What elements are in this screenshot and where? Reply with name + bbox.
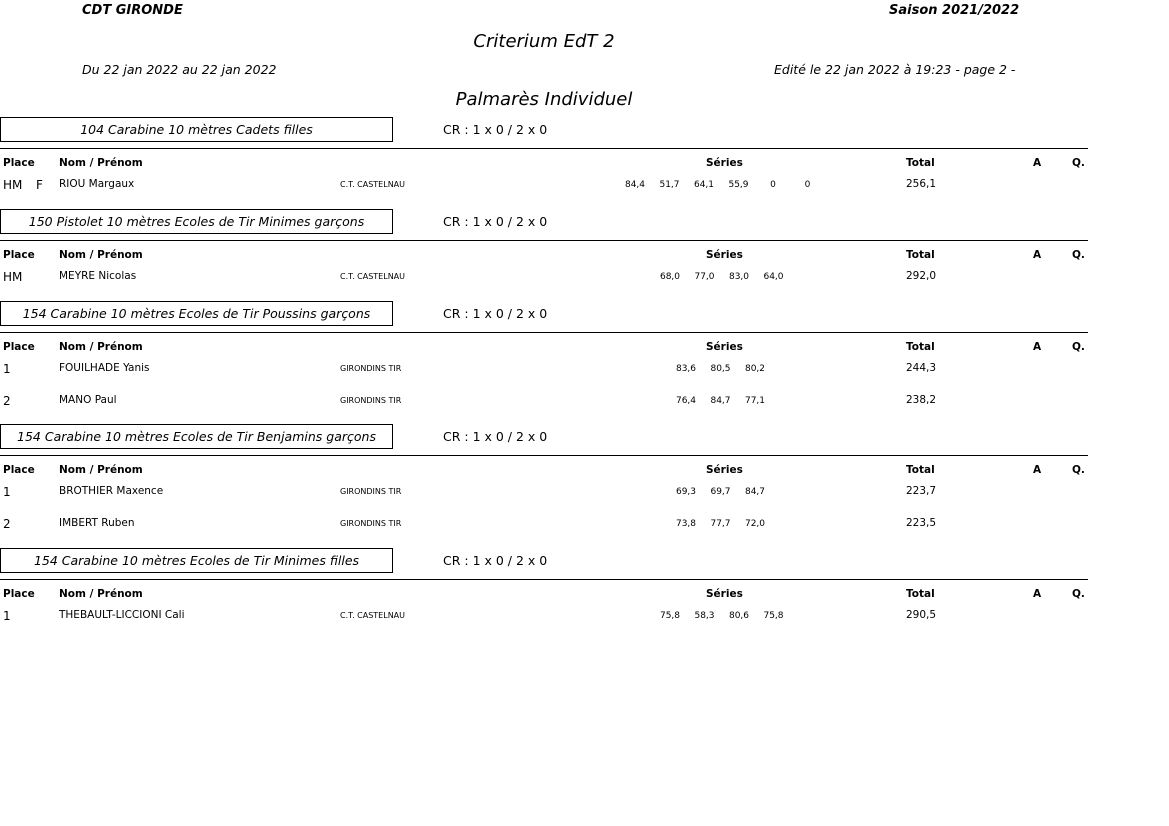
total-score: 223,5 bbox=[906, 517, 937, 529]
series-score: 55,9 bbox=[728, 180, 749, 190]
club-name: GIRONDINS TIR bbox=[340, 396, 402, 405]
result-section bbox=[0, 548, 1088, 658]
page-subtitle: Palmarès Individuel bbox=[455, 89, 633, 110]
section-divider bbox=[0, 579, 1088, 580]
place-value: 1 bbox=[3, 362, 11, 376]
series-score: 80,2 bbox=[744, 364, 766, 374]
column-header-q: Q. bbox=[1072, 249, 1085, 261]
series-score: 58,3 bbox=[694, 611, 715, 621]
series-scores bbox=[673, 487, 777, 497]
column-header-series: Séries bbox=[706, 341, 743, 353]
total-score: 290,5 bbox=[906, 609, 937, 621]
column-header-q: Q. bbox=[1072, 464, 1085, 476]
club-name: C.T. CASTELNAU bbox=[340, 180, 405, 189]
gender-value: F bbox=[36, 178, 43, 192]
column-header-q: Q. bbox=[1072, 157, 1085, 169]
series-score: 75,8 bbox=[763, 611, 784, 621]
column-header-series: Séries bbox=[706, 249, 743, 261]
series-score: 0 bbox=[770, 180, 776, 190]
column-header-total: Total bbox=[906, 249, 935, 261]
result-section bbox=[0, 301, 1088, 411]
section-divider bbox=[0, 240, 1088, 241]
series-score: 69,7 bbox=[710, 487, 731, 497]
total-score: 223,7 bbox=[906, 485, 937, 497]
category-title: 150 Pistolet 10 mètres Ecoles de Tir Minimes garçons bbox=[0, 209, 393, 234]
series-score: 84,7 bbox=[744, 487, 766, 497]
shooter-name: BROTHIER Maxence bbox=[59, 485, 164, 497]
season-label: Saison 2021/2022 bbox=[889, 3, 1020, 18]
total-score: 238,2 bbox=[906, 394, 937, 406]
series-score: 73,8 bbox=[675, 519, 697, 529]
place-value: 2 bbox=[3, 517, 11, 531]
series-score: 0 bbox=[804, 180, 811, 190]
result-row bbox=[0, 177, 1088, 197]
series-score: 83,6 bbox=[675, 364, 697, 374]
series-score: 84,4 bbox=[624, 180, 646, 190]
total-score: 244,3 bbox=[906, 362, 937, 374]
club-name: GIRONDINS TIR bbox=[340, 364, 402, 373]
series-score: 64,1 bbox=[693, 180, 715, 190]
series-score: 69,3 bbox=[675, 487, 697, 497]
series-scores bbox=[657, 611, 795, 621]
series-score: 51,7 bbox=[659, 180, 680, 190]
series-score: 80,6 bbox=[728, 611, 750, 621]
cr-rule: CR : 1 x 0 / 2 x 0 bbox=[443, 214, 548, 229]
cr-rule: CR : 1 x 0 / 2 x 0 bbox=[443, 553, 548, 568]
page-title: Criterium EdT 2 bbox=[473, 31, 615, 52]
column-header-a: A bbox=[1033, 588, 1042, 600]
cr-rule: CR : 1 x 0 / 2 x 0 bbox=[443, 429, 548, 444]
series-score: 77,1 bbox=[744, 396, 766, 406]
column-header-a: A bbox=[1033, 249, 1042, 261]
edition-info: Edité le 22 jan 2022 à 19:23 - page 2 - bbox=[774, 62, 1016, 77]
total-score: 256,1 bbox=[906, 178, 937, 190]
section-divider bbox=[0, 148, 1088, 149]
column-header-total: Total bbox=[906, 464, 935, 476]
date-range: Du 22 jan 2022 au 22 jan 2022 bbox=[82, 62, 277, 77]
shooter-name: MANO Paul bbox=[59, 394, 117, 406]
series-score: 84,7 bbox=[710, 396, 731, 406]
column-header-place: Place bbox=[3, 249, 35, 261]
column-header-total: Total bbox=[906, 341, 935, 353]
column-header-series: Séries bbox=[706, 464, 743, 476]
shooter-name: MEYRE Nicolas bbox=[59, 270, 137, 282]
column-header-name: Nom / Prénom bbox=[59, 464, 143, 476]
series-scores bbox=[673, 396, 777, 406]
series-scores bbox=[657, 272, 795, 282]
column-header-name: Nom / Prénom bbox=[59, 588, 143, 600]
series-score: 77,0 bbox=[694, 272, 715, 282]
category-title: 154 Carabine 10 mètres Ecoles de Tir Minimes filles bbox=[0, 548, 393, 573]
column-header-name: Nom / Prénom bbox=[59, 249, 143, 261]
column-header-q: Q. bbox=[1072, 341, 1085, 353]
shooter-name: IMBERT Ruben bbox=[59, 517, 135, 529]
series-score: 80,5 bbox=[710, 364, 731, 374]
result-row bbox=[0, 361, 1088, 381]
section-divider bbox=[0, 455, 1088, 456]
shooter-name: THEBAULT-LICCIONI Cali bbox=[59, 609, 185, 621]
result-row bbox=[0, 484, 1088, 504]
series-scores bbox=[673, 519, 777, 529]
club-name: GIRONDINS TIR bbox=[340, 519, 402, 528]
column-header-a: A bbox=[1033, 157, 1042, 169]
place-value: HM bbox=[3, 270, 23, 284]
organization-name: CDT GIRONDE bbox=[82, 3, 183, 18]
column-header-total: Total bbox=[906, 588, 935, 600]
category-title: 104 Carabine 10 mètres Cadets filles bbox=[0, 117, 393, 142]
series-scores bbox=[622, 180, 829, 190]
column-header-q: Q. bbox=[1072, 588, 1085, 600]
club-name: C.T. CASTELNAU bbox=[340, 272, 405, 281]
place-value: HM bbox=[3, 178, 23, 192]
result-row bbox=[0, 393, 1088, 413]
column-header-place: Place bbox=[3, 341, 35, 353]
series-score: 68,0 bbox=[659, 272, 681, 282]
series-score: 83,0 bbox=[728, 272, 750, 282]
result-section bbox=[0, 424, 1088, 534]
column-header-total: Total bbox=[906, 157, 935, 169]
cr-rule: CR : 1 x 0 / 2 x 0 bbox=[443, 122, 548, 137]
result-row bbox=[0, 516, 1088, 536]
column-header-name: Nom / Prénom bbox=[59, 341, 143, 353]
place-value: 2 bbox=[3, 394, 11, 408]
column-header-a: A bbox=[1033, 464, 1042, 476]
club-name: GIRONDINS TIR bbox=[340, 487, 402, 496]
cr-rule: CR : 1 x 0 / 2 x 0 bbox=[443, 306, 548, 321]
result-row bbox=[0, 608, 1088, 628]
column-header-place: Place bbox=[3, 588, 35, 600]
series-score: 64,0 bbox=[763, 272, 784, 282]
series-score: 77,7 bbox=[710, 519, 731, 529]
club-name: C.T. CASTELNAU bbox=[340, 611, 405, 620]
column-header-a: A bbox=[1033, 341, 1042, 353]
series-score: 75,8 bbox=[659, 611, 681, 621]
column-header-series: Séries bbox=[706, 157, 743, 169]
section-divider bbox=[0, 332, 1088, 333]
series-score: 72,0 bbox=[744, 519, 766, 529]
category-title: 154 Carabine 10 mètres Ecoles de Tir Benjamins garçons bbox=[0, 424, 393, 449]
column-header-place: Place bbox=[3, 157, 35, 169]
shooter-name: RIOU Margaux bbox=[59, 178, 135, 190]
column-header-series: Séries bbox=[706, 588, 743, 600]
place-value: 1 bbox=[3, 485, 11, 499]
result-row bbox=[0, 269, 1088, 289]
category-title: 154 Carabine 10 mètres Ecoles de Tir Poussins garçons bbox=[0, 301, 393, 326]
series-scores bbox=[673, 364, 777, 374]
column-header-place: Place bbox=[3, 464, 35, 476]
place-value: 1 bbox=[3, 609, 11, 623]
shooter-name: FOUILHADE Yanis bbox=[59, 362, 150, 374]
series-score: 76,4 bbox=[675, 396, 697, 406]
total-score: 292,0 bbox=[906, 270, 937, 282]
column-header-name: Nom / Prénom bbox=[59, 157, 143, 169]
